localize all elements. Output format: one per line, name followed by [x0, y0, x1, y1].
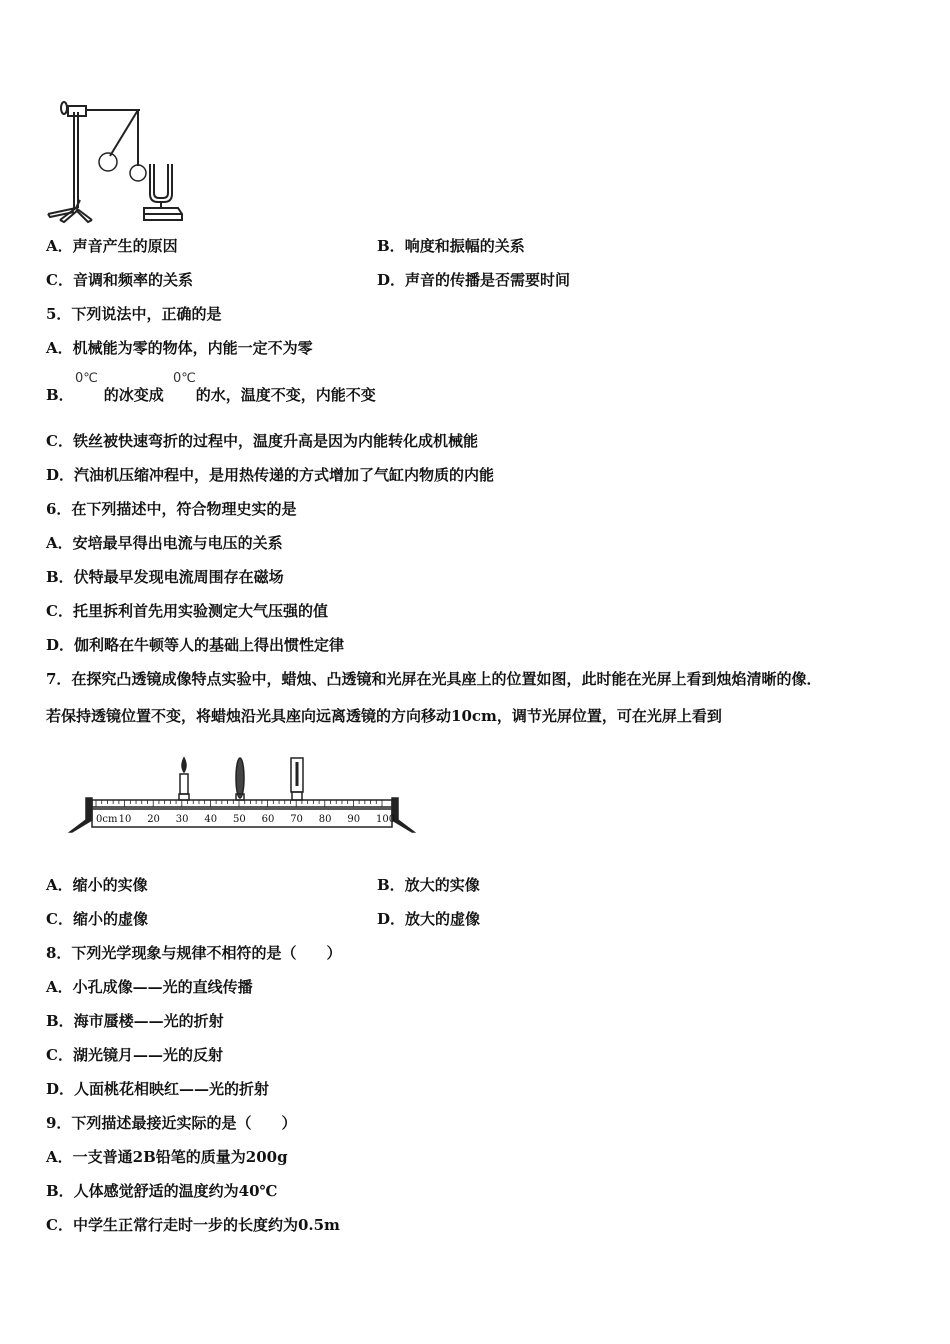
q5-option-a: A．机械能为零的物体，内能一定不为零	[46, 339, 313, 357]
q8-option-d: D．人面桃花相映红——光的折射	[46, 1080, 270, 1098]
tuning-fork-pendulum-figure	[40, 96, 190, 226]
ruler-label: 10	[118, 814, 132, 825]
q5-option-d: D．汽油机压缩冲程中，是用热传递的方式增加了气缸内物质的内能	[46, 466, 495, 484]
q7-option-c: C．缩小的虚像	[46, 910, 148, 928]
ruler-label: 90	[347, 814, 361, 825]
q9-option-b: B．人体感觉舒适的温度约为40℃	[46, 1182, 278, 1200]
ruler-label: 20	[147, 814, 160, 825]
q6-option-c: C．托里拆利首先用实验测定大气压强的值	[46, 602, 328, 620]
q6-option-a: A．安培最早得出电流与电压的关系	[46, 534, 283, 552]
q9-stem: 9．下列描述最接近实际的是（ ）	[46, 1114, 297, 1132]
q7-option-d: D．放大的虚像	[377, 910, 481, 928]
q6-option-d: D．伽利略在牛顿等人的基础上得出惯性定律	[46, 636, 345, 654]
q7-stem-line1: 7．在探究凸透镜成像特点实验中，蜡烛、凸透镜和光屏在光具座上的位置如图，此时能在光屏上看到烛焰清晰的像．	[46, 670, 822, 688]
q5-stem: 5．下列说法中，正确的是	[46, 305, 222, 323]
q5-temp-water: 0℃	[173, 371, 196, 386]
q4-option-a: A．声音产生的原因	[46, 237, 178, 255]
q7-option-b: B．放大的实像	[377, 876, 480, 894]
ruler-label: 70	[290, 814, 303, 825]
q5-option-b: B． 的冰变成 的水，温度不变，内能不变	[46, 386, 376, 404]
q6-stem: 6．在下列描述中，符合物理史实的是	[46, 500, 297, 518]
q7-option-a: A．缩小的实像	[46, 876, 148, 894]
ruler-label: 0cm	[96, 814, 118, 825]
q9-option-a: A．一支普通2B铅笔的质量为200g	[46, 1148, 288, 1166]
q8-option-b: B．海市蜃楼——光的折射	[46, 1012, 224, 1030]
q5-temp-ice: 0℃	[75, 371, 98, 386]
ruler-label: 100	[376, 814, 396, 825]
ruler-label: 80	[318, 814, 332, 825]
q7-stem-line2: 若保持透镜位置不变，将蜡烛沿光具座向远离透镜的方向移动10cm，调节光屏位置，可在光屏上看到	[46, 707, 722, 725]
ruler-label: 30	[175, 814, 189, 825]
q6-option-b: B．伏特最早发现电流周围存在磁场	[46, 568, 284, 586]
ruler-label: 60	[261, 814, 275, 825]
q8-option-c: C．湖光镜月——光的反射	[46, 1046, 223, 1064]
q8-stem: 8．下列光学现象与规律不相符的是（ ）	[46, 944, 342, 962]
q5-option-c: C．铁丝被快速弯折的过程中，温度升高是因为内能转化成机械能	[46, 432, 478, 450]
optical-bench-figure	[66, 752, 418, 838]
q9-option-c: C．中学生正常行走时一步的长度约为0.5m	[46, 1216, 340, 1234]
q8-option-a: A．小孔成像——光的直线传播	[46, 978, 253, 996]
ruler-label: 50	[233, 814, 246, 825]
q4-option-b: B．响度和振幅的关系	[377, 237, 525, 255]
ruler-label: 40	[204, 814, 218, 825]
q4-option-d: D．声音的传播是否需要时间	[377, 271, 571, 289]
q4-option-c: C．音调和频率的关系	[46, 271, 193, 289]
